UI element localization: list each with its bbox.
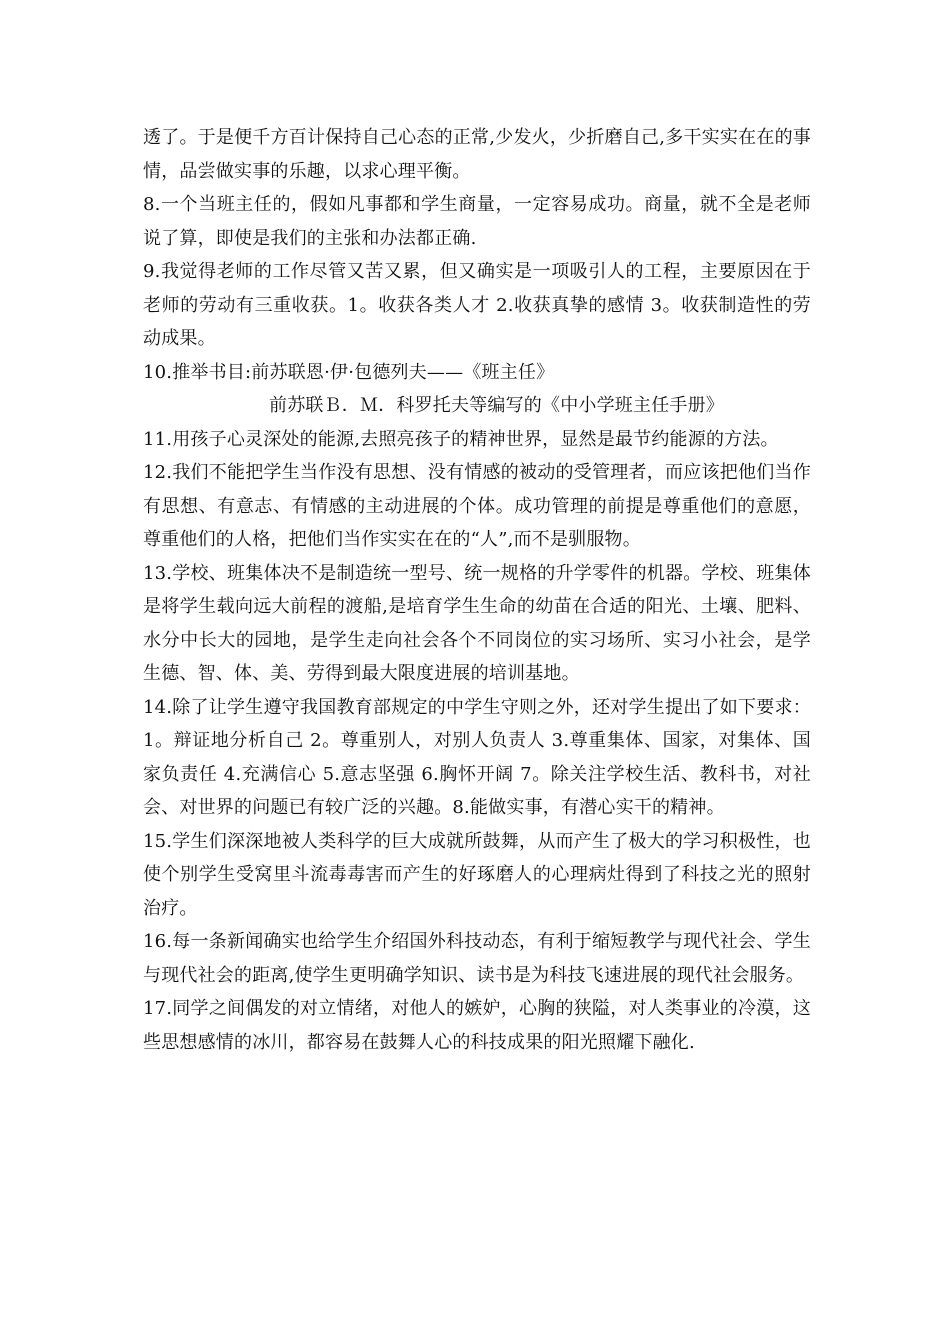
- paragraph-item-15: 15.学生们深深地被人类科学的巨大成就所鼓舞，从而产生了极大的学习积极性，也使个别学生受窝里斗流毒毒害而产生的好琢磨人的心理病灶得到了科技之光的照射治疗。: [143, 830, 811, 919]
- paragraph-item-13: 13.学校、班集体决不是制造统一型号、统一规格的升学零件的机器。学校、班集体是将学生载向远大前程的渡船,是培育学生生命的幼苗在合适的阳光、土壤、肥料、水分中长大的园地，是学生走向社会各个不同岗位的实习场所、实习小社会，是学生德、智、体、美、劳得到最大限度进展的培训基地。: [143, 562, 811, 684]
- paragraph-item-17: 17.同学之间偶发的对立情绪，对他人的嫉妒，心胸的狭隘，对人类事业的冷漠，这些思想感情的冰川，都容易在鼓舞人心的科技成果的阳光照耀下融化.: [143, 998, 811, 1053]
- paragraph-item-12: 12.我们不能把学生当作没有思想、没有情感的被动的受管理者，而应该把他们当作有思想、有意志、有情感的主动进展的个体。成功管理的前提是尊重他们的意愿，尊重他们的人格，把他们当作实实在在的“人”,而不是驯服物。: [143, 462, 811, 550]
- paragraph-item-14: 14.除了让学生遵守我国教育部规定的中学生守则之外，还对学生提出了如下要求：1。辩证地分析自己 2。尊重别人，对别人负责人 3.尊重集体、国家，对集体、国家负责任 4.充满信心 5.意志坚强 6.胸怀开阔 7。除关注学校生活、教科书，对社会、对世界的问题已有较广泛的兴趣。8.能做实事，有潜心实干的精神。: [143, 696, 811, 818]
- paragraph-continuation: 透了。于是便千方百计保持自己心态的正常,少发火，少折磨自己,多干实实在在的事情，品尝做实事的乐趣，以求心理平衡。: [143, 127, 811, 182]
- paragraph-item-10: 10.推举书目:前苏联恩·伊·包德列夫——《班主任》: [143, 361, 555, 383]
- paragraph-item-8: 8.一个当班主任的，假如凡事都和学生商量，一定容易成功。商量，就不全是老师说了算，即使是我们的主张和办法都正确.: [143, 194, 811, 249]
- paragraph-item-16: 16.每一条新闻确实也给学生介绍国外科技动态，有利于缩短教学与现代社会、学生与现代社会的距离,使学生更明确学知识、读书是为科技飞速进展的现代社会服务。: [143, 931, 811, 986]
- paragraph-item-9: 9.我觉得老师的工作尽管又苦又累，但又确实是一项吸引人的工程，主要原因在于老师的劳动有三重收获。1。收获各类人才 2.收获真挚的感情 3。收获制造性的劳动成果。: [143, 261, 811, 349]
- paragraph-item-10-second-book: 前苏联Ｂ．Ｍ．科罗托夫等编写的《中小学班主任手册》: [269, 395, 724, 416]
- paragraph-item-11: 11.用孩子心灵深处的能源,去照亮孩子的精神世界，显然是最节约能源的方法。: [143, 428, 779, 450]
- document-body: [143, 121, 811, 1059]
